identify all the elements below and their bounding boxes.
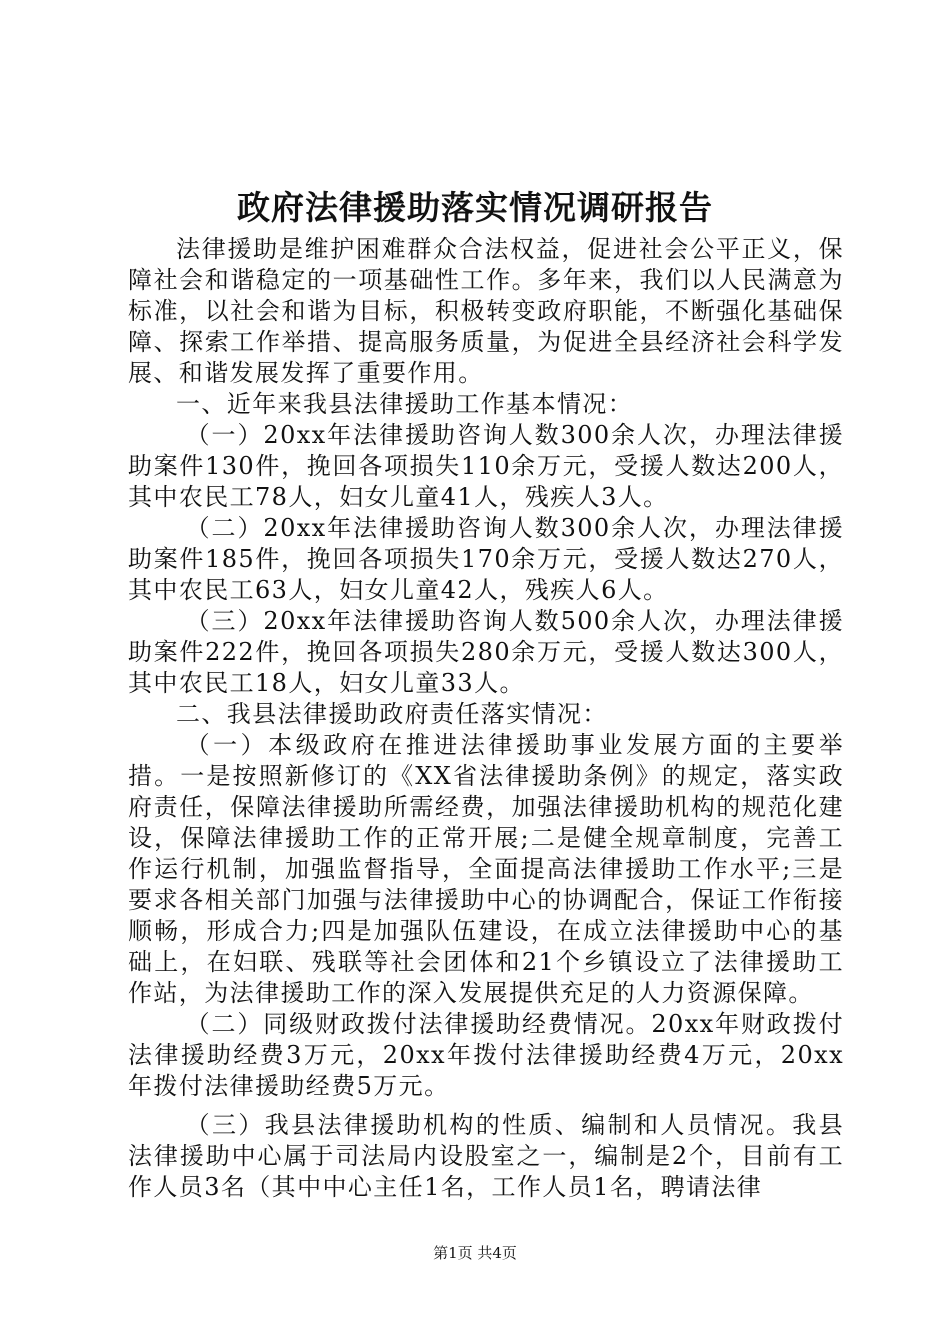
section-2-item-3: （三）我县法律援助机构的性质、编制和人员情况。我县法律援助中心属于司法局内设股室之一，编制是2个，目前有工作人员3名（其中中心主任1名，工作人员1名，聘请法律 [128, 1111, 844, 1201]
document-body [128, 234, 844, 1203]
section-2-item-2: （二）同级财政拨付法律援助经费情况。20xx年财政拨付法律援助经费3万元，20xx年拨付法律援助经费4万元，20xx年拨付法律援助经费5万元。 [128, 1010, 844, 1100]
section-1-item-3: （三）20xx年法律援助咨询人数500余人次，办理法律援助案件222件，挽回各项损失280余万元，受援人数达300人，其中农民工18人，妇女儿童33人。 [128, 607, 844, 697]
section-2-item-1: （一）本级政府在推进法律援助事业发展方面的主要举措。一是按照新修订的《XX省法律援助条例》的规定，落实政府责任，保障法律援助所需经费，加强法律援助机构的规范化建设，保障法律援助工作的正常开展;二是健全规章制度，完善工作运行机制，加强监督指导，全面提高法律援助工作水平;三是要求各相关部门加强与法律援助中心的协调配合，保证工作衔接顺畅，形成合力;四是加强队伍建设，在成立法律援助中心的基础上，在妇联、残联等社会团体和21个乡镇设立了法律援助工作站，为法律援助工作的深入发展提供充足的人力资源保障。 [128, 731, 844, 1007]
section-1-item-1: （一）20xx年法律援助咨询人数300余人次，办理法律援助案件130件，挽回各项损失110余万元，受援人数达200人，其中农民工78人，妇女儿童41人，残疾人3人。 [128, 421, 844, 511]
page-number-footer: 第1页 共4页 [433, 1244, 517, 1262]
section-1-item-2: （二）20xx年法律援助咨询人数300余人次，办理法律援助案件185件，挽回各项损失170余万元，受援人数达270人，其中农民工63人，妇女儿童42人，残疾人6人。 [128, 514, 844, 604]
intro-paragraph: 法律援助是维护困难群众合法权益，促进社会公平正义，保障社会和谐稳定的一项基础性工作。多年来，我们以人民满意为标准，以社会和谐为目标，积极转变政府职能，不断强化基础保障、探索工作举措、提高服务质量，为促进全县经济社会科学发展、和谐发展发挥了重要作用。 [128, 235, 844, 387]
section-heading-2: 二、我县法律援助政府责任落实情况： [176, 700, 608, 728]
document-title: 政府法律援助落实情况调研报告 [237, 188, 713, 227]
section-heading-1: 一、近年来我县法律援助工作基本情况： [176, 390, 634, 418]
